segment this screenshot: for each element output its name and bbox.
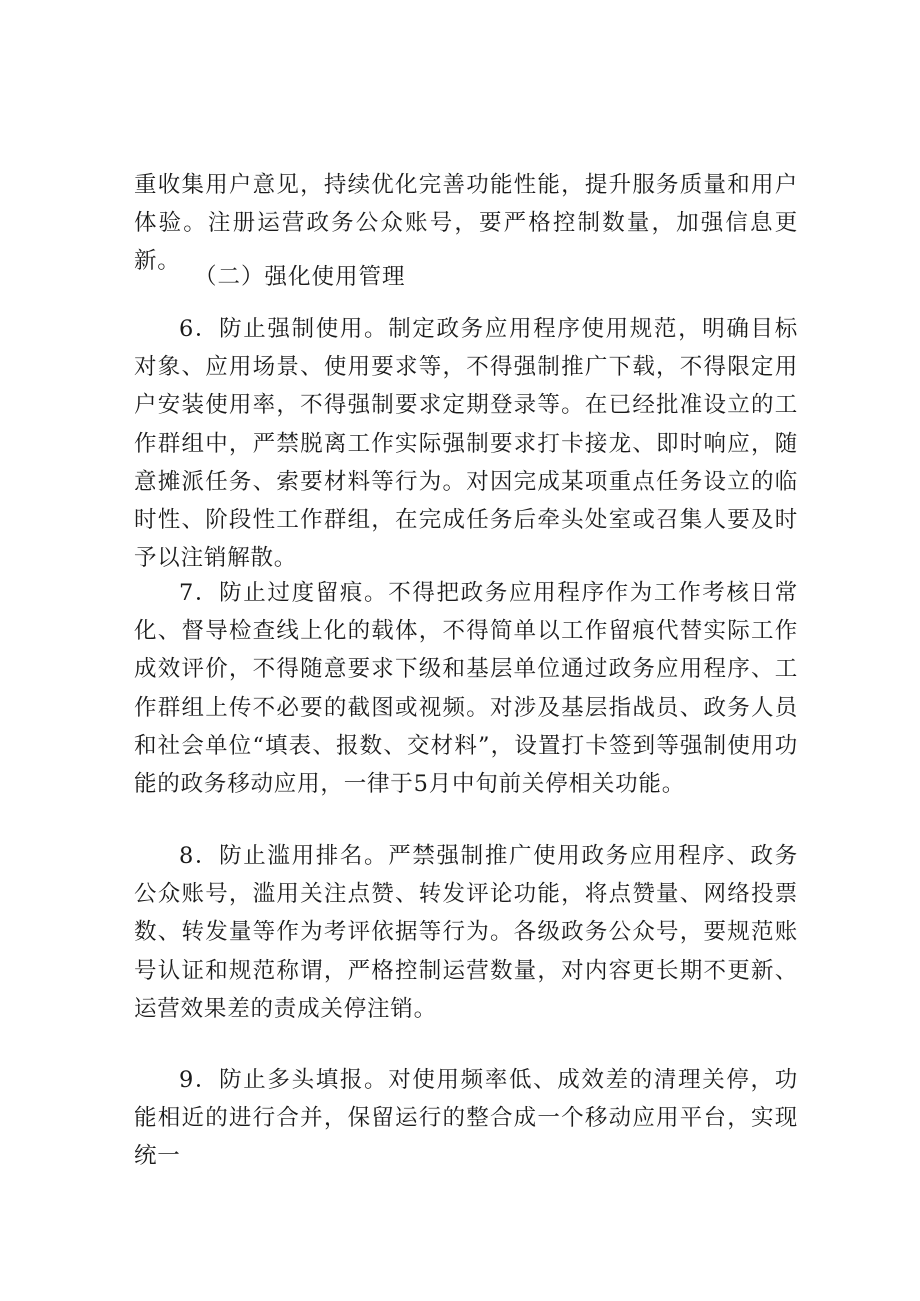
section-heading: （二）强化使用管理: [194, 264, 406, 290]
paragraph-item-7: 7．防止过度留痕。不得把政务应用程序作为工作考核日常化、督导检查线上化的载体，不得简单以工作留痕代替实际工作成效评价，不得随意要求下级和基层单位通过政务应用程序、工作群组上传不必要的截图或视频。对涉及基层指战员、政务人员和社会单位“填表、报数、交材料”，设置打卡签到等强制使用功能的政务移动应用，一律于5月中旬前关停相关功能。: [134, 580, 798, 798]
paragraph-continuation: 重收集用户意见，持续优化完善功能性能，提升服务质量和用户体验。注册运营政务公众账号，要严格控制数量，加强信息更新。: [134, 172, 798, 275]
paragraph-item-6: 6．防止强制使用。制定政务应用程序使用规范，明确目标对象、应用场景、使用要求等，不得强制推广下载，不得限定用户安装使用率，不得强制要求定期登录等。在已经批准设立的工作群组中，严禁脱离工作实际强制要求打卡接龙、即时响应，随意摊派任务、索要材料等行为。对因完成某项重点任务设立的临时性、阶段性工作群组，在完成任务后牵头处室或召集人要及时予以注销解散。: [134, 316, 798, 572]
paragraph-item-8: 8．防止滥用排名。严禁强制推广使用政务应用程序、政务公众账号，滥用关注点赞、转发评论功能，将点赞量、网络投票数、转发量等作为考评依据等行为。各级政务公众号，要规范账号认证和规范称谓，严格控制运营数量，对内容更长期不更新、运营效果差的责成关停注销。: [134, 843, 798, 1022]
paragraph-item-9: 9．防止多头填报。对使用频率低、成效差的清理关停，功能相近的进行合并，保留运行的整合成一个移动应用平台，实现统一: [134, 1067, 798, 1170]
